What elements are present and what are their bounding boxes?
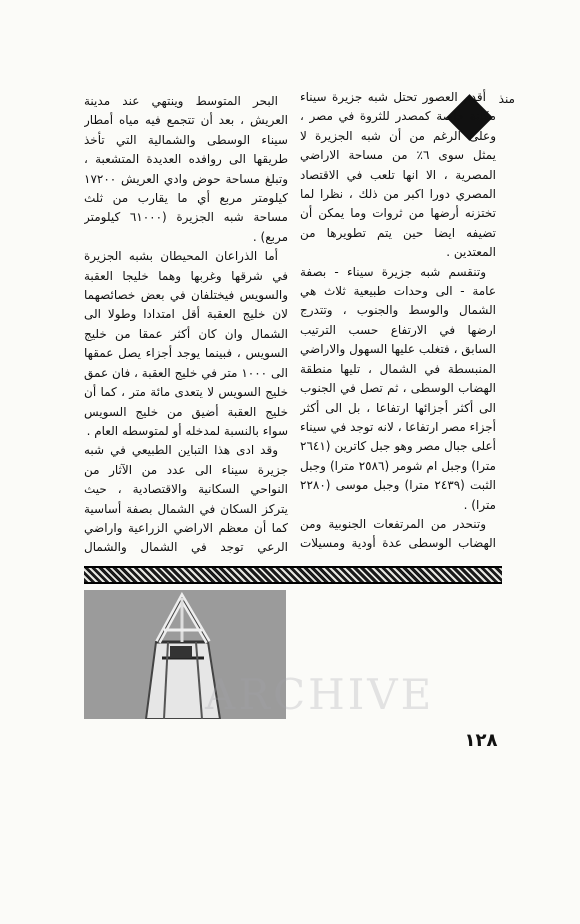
- decorative-border-band: [84, 566, 502, 584]
- archive-watermark: ARCHIVE: [205, 670, 435, 719]
- left-column: [84, 92, 288, 554]
- right-paragraph-2: وتنقسم شبه جزيرة سيناء - بصفة عامة - الى وحدات طبيعية ثلاث هي الشمال والوسط والجنوب ، وتتدرج ارضها في الارتفاع حسب الترتيب السابق ، فتغلب عليها السهول والاراضي المنبسطة في الشمال ، تليها منطقة الهضاب الوسطى ، ثم تصل في الجنوب الى أكثر أجزائها ارتفاعا ، بل الى أكثر أجزاء مصر ارتفاعا ، لانه توجد في سيناء أعلى جبال مصر وهو جبل كاترين (٢٦٤١ مترا) وجبل ام شومر (٢٥٨٦ مترا) وجبل الثبت (٢٤٣٩ مترا) وجبل موسى (٢٢٨٠ مترا) .: [300, 264, 496, 512]
- right-column: [300, 88, 496, 554]
- left-paragraph-3: وقد ادى هذا التباين الطبيعي في شبه جزيرة سيناء الى عدد من الآثار من النواحي السكانية والاقتصادية ، حيث يتركز السكان في الشمال بصفة أساسية كما أن معظم الاراضي الزراعية واراضي الرعي توجد في الشمال والشمال: [84, 443, 288, 554]
- right-paragraph-3: وتنحدر من المرتفعات الجنوبية ومن الهضاب الوسطى عدة أودية ومسيلات: [300, 516, 496, 551]
- right-paragraph-1: أقدم العصور تحتل شبه جزيرة سيناء مكانة خاصة كمصدر للثروة في مصر ، وعلى الرغم من أن شبه الجزيرة لا يمثل سوى ٦٪ من مساحة الاراضي المصرية ، الا انها تلعب في الاقتصاد المصري دورا اكبر من ذلك ، نظرا لما تختزنه أرضها من ثروات وما يمكن أن تضيفه ايضا حين يتم تطويرها من المعتدين .: [300, 90, 496, 260]
- opening-word: منذ: [498, 92, 515, 106]
- page-number: ١٢٨: [464, 730, 498, 751]
- left-paragraph-1: البحر المتوسط وينتهي عند مدينة العريش ، بعد أن تتجمع فيه مياه أمطار سيناء الوسطى والشمالية التي تأخذ طريقها الى روافده العديدة المتشعبة ، وتبلغ مساحة حوض وادي العريش ١٧٢٠٠ كيلومتر مربع أي ما يقارب من ثلث مساحة شبه الجزيرة (٦١٠٠٠ كيلومتر مربع) .: [84, 94, 288, 244]
- left-paragraph-2: أما الذراعان المحيطان بشبه الجزيرة في شرقها وغربها وهما خليجا العقبة والسويس فيختلفان في بعض خصائصهما لان خليج العقبة أقل امتدادا وطولا الى الشمال وان كان أكثر عمقا من خليج السويس ، فبينما يوجد أجزاء يصل عمقها الى ١٠٠٠ متر في خليج العقبة ، فان عمق خليج السويس لا يتعدى مائة متر ، كما أن خليج العقبة أضيق من خليج السويس سواء بالنسبة لمدخله أو لمتوسطه العام .: [84, 249, 288, 438]
